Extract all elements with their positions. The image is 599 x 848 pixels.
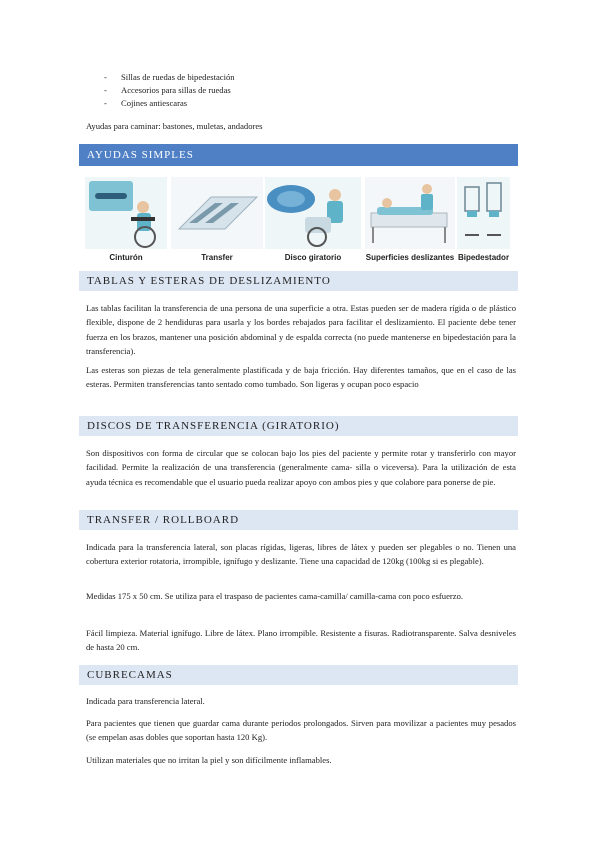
paragraph: Indicada para transferencia lateral. <box>86 696 205 706</box>
section-title: TRANSFER / ROLLBOARD <box>87 514 240 526</box>
sliding-sheet-illustration <box>365 177 455 262</box>
paragraph: Las tablas facilitan la transferencia de una persona de una superficie a otra. Estas pueden ser de madera rígida o de plástico flexible, dispone de 2 hendiduras para usarla y los bordes rebajados para facilitar el deslizamiento. El paciente debe tener fuerza en los brazos, mantener una posición abdominal y de espalda correcta (no puede mantenerse en bipedestación para la transferencia). <box>86 303 516 357</box>
belt-wheelchair-illustration <box>85 177 167 262</box>
image-caption: Transfer <box>201 253 233 262</box>
paragraph: Las esteras son piezas de tela generalmente plastificada y de baja fricción. Hay diferentes tamaños, que en el caso de las esteras. Permiten transferencias tanto sentado como tumbado. Son ligeras y ocupan poco espacio <box>86 365 516 390</box>
section-header-discos <box>79 416 518 436</box>
paragraph: Para pacientes que tienen que guardar cama durante periodos prolongados. Sirven para movilizar a pacientes muy pesados (se empelan asas dobles que soportan hasta 120 Kg). <box>86 718 516 743</box>
wheelchair-list <box>104 71 235 111</box>
section-header-transfer <box>79 510 518 530</box>
paragraph: Indicada para la transferencia lateral, son placas rígidas, ligeras, libres de látex y pueden ser plegables o no. Tienen una cobertura exterior rotatoria, irrompible, ignífugo y deslizante. Tiene una capacidad de 120kg (100kg si es plegable). <box>86 542 516 567</box>
image-caption: Bipedestador <box>457 253 510 262</box>
section-title: DISCOS DE TRANSFERENCIA (GIRATORIO) <box>87 420 340 432</box>
section-title: AYUDAS SIMPLES <box>87 149 194 161</box>
section-title: TABLAS Y ESTERAS DE DESLIZAMIENTO <box>87 275 331 287</box>
section-header-tablas <box>79 271 518 291</box>
walking-aids-text: Ayudas para caminar: bastones, muletas, andadores <box>86 121 263 131</box>
image-caption: Disco giratorio <box>284 253 342 262</box>
list-item: - Cojines antiescaras <box>104 97 235 110</box>
section-header-ayudas-simples <box>79 144 518 166</box>
aids-illustration-strip <box>85 177 510 262</box>
list-item: - Accesorios para sillas de ruedas <box>104 84 235 97</box>
section-header-cubrecamas <box>79 665 518 685</box>
section-title: CUBRECAMAS <box>87 669 173 681</box>
paragraph: Medidas 175 x 50 cm. Se utiliza para el traspaso de pacientes cama-camilla/ camilla-cama con poco esfuerzo. <box>86 591 464 601</box>
paragraph: Fácil limpieza. Material ignífugo. Libre de látex. Plano irrompible. Resistente a fisuras. Radiotransparente. Salva desniveles de hasta 20 cm. <box>86 628 516 653</box>
paragraph: Utilizan materiales que no irritan la piel y son difícilmente inflamables. <box>86 755 332 765</box>
transfer-board-illustration <box>171 177 263 262</box>
image-caption: Cinturón <box>109 253 143 262</box>
standing-frame-illustration <box>457 177 510 262</box>
paragraph: Son dispositivos con forma de circular que se colocan bajo los pies del paciente y permite rotar y transferirlo con mayor facilidad. Permite la realización de una transferencia (generalmente cama- silla o viceversa). Para la utilización de esta ayuda técnica es recomendable que el usuario pueda realizar apoyo con ambos pies y que colabore para ponerse de pie. <box>86 448 516 487</box>
image-caption: Superficies deslizantes <box>365 253 455 262</box>
list-item: - Sillas de ruedas de bipedestación <box>104 71 235 84</box>
rotating-disc-illustration <box>265 177 361 262</box>
